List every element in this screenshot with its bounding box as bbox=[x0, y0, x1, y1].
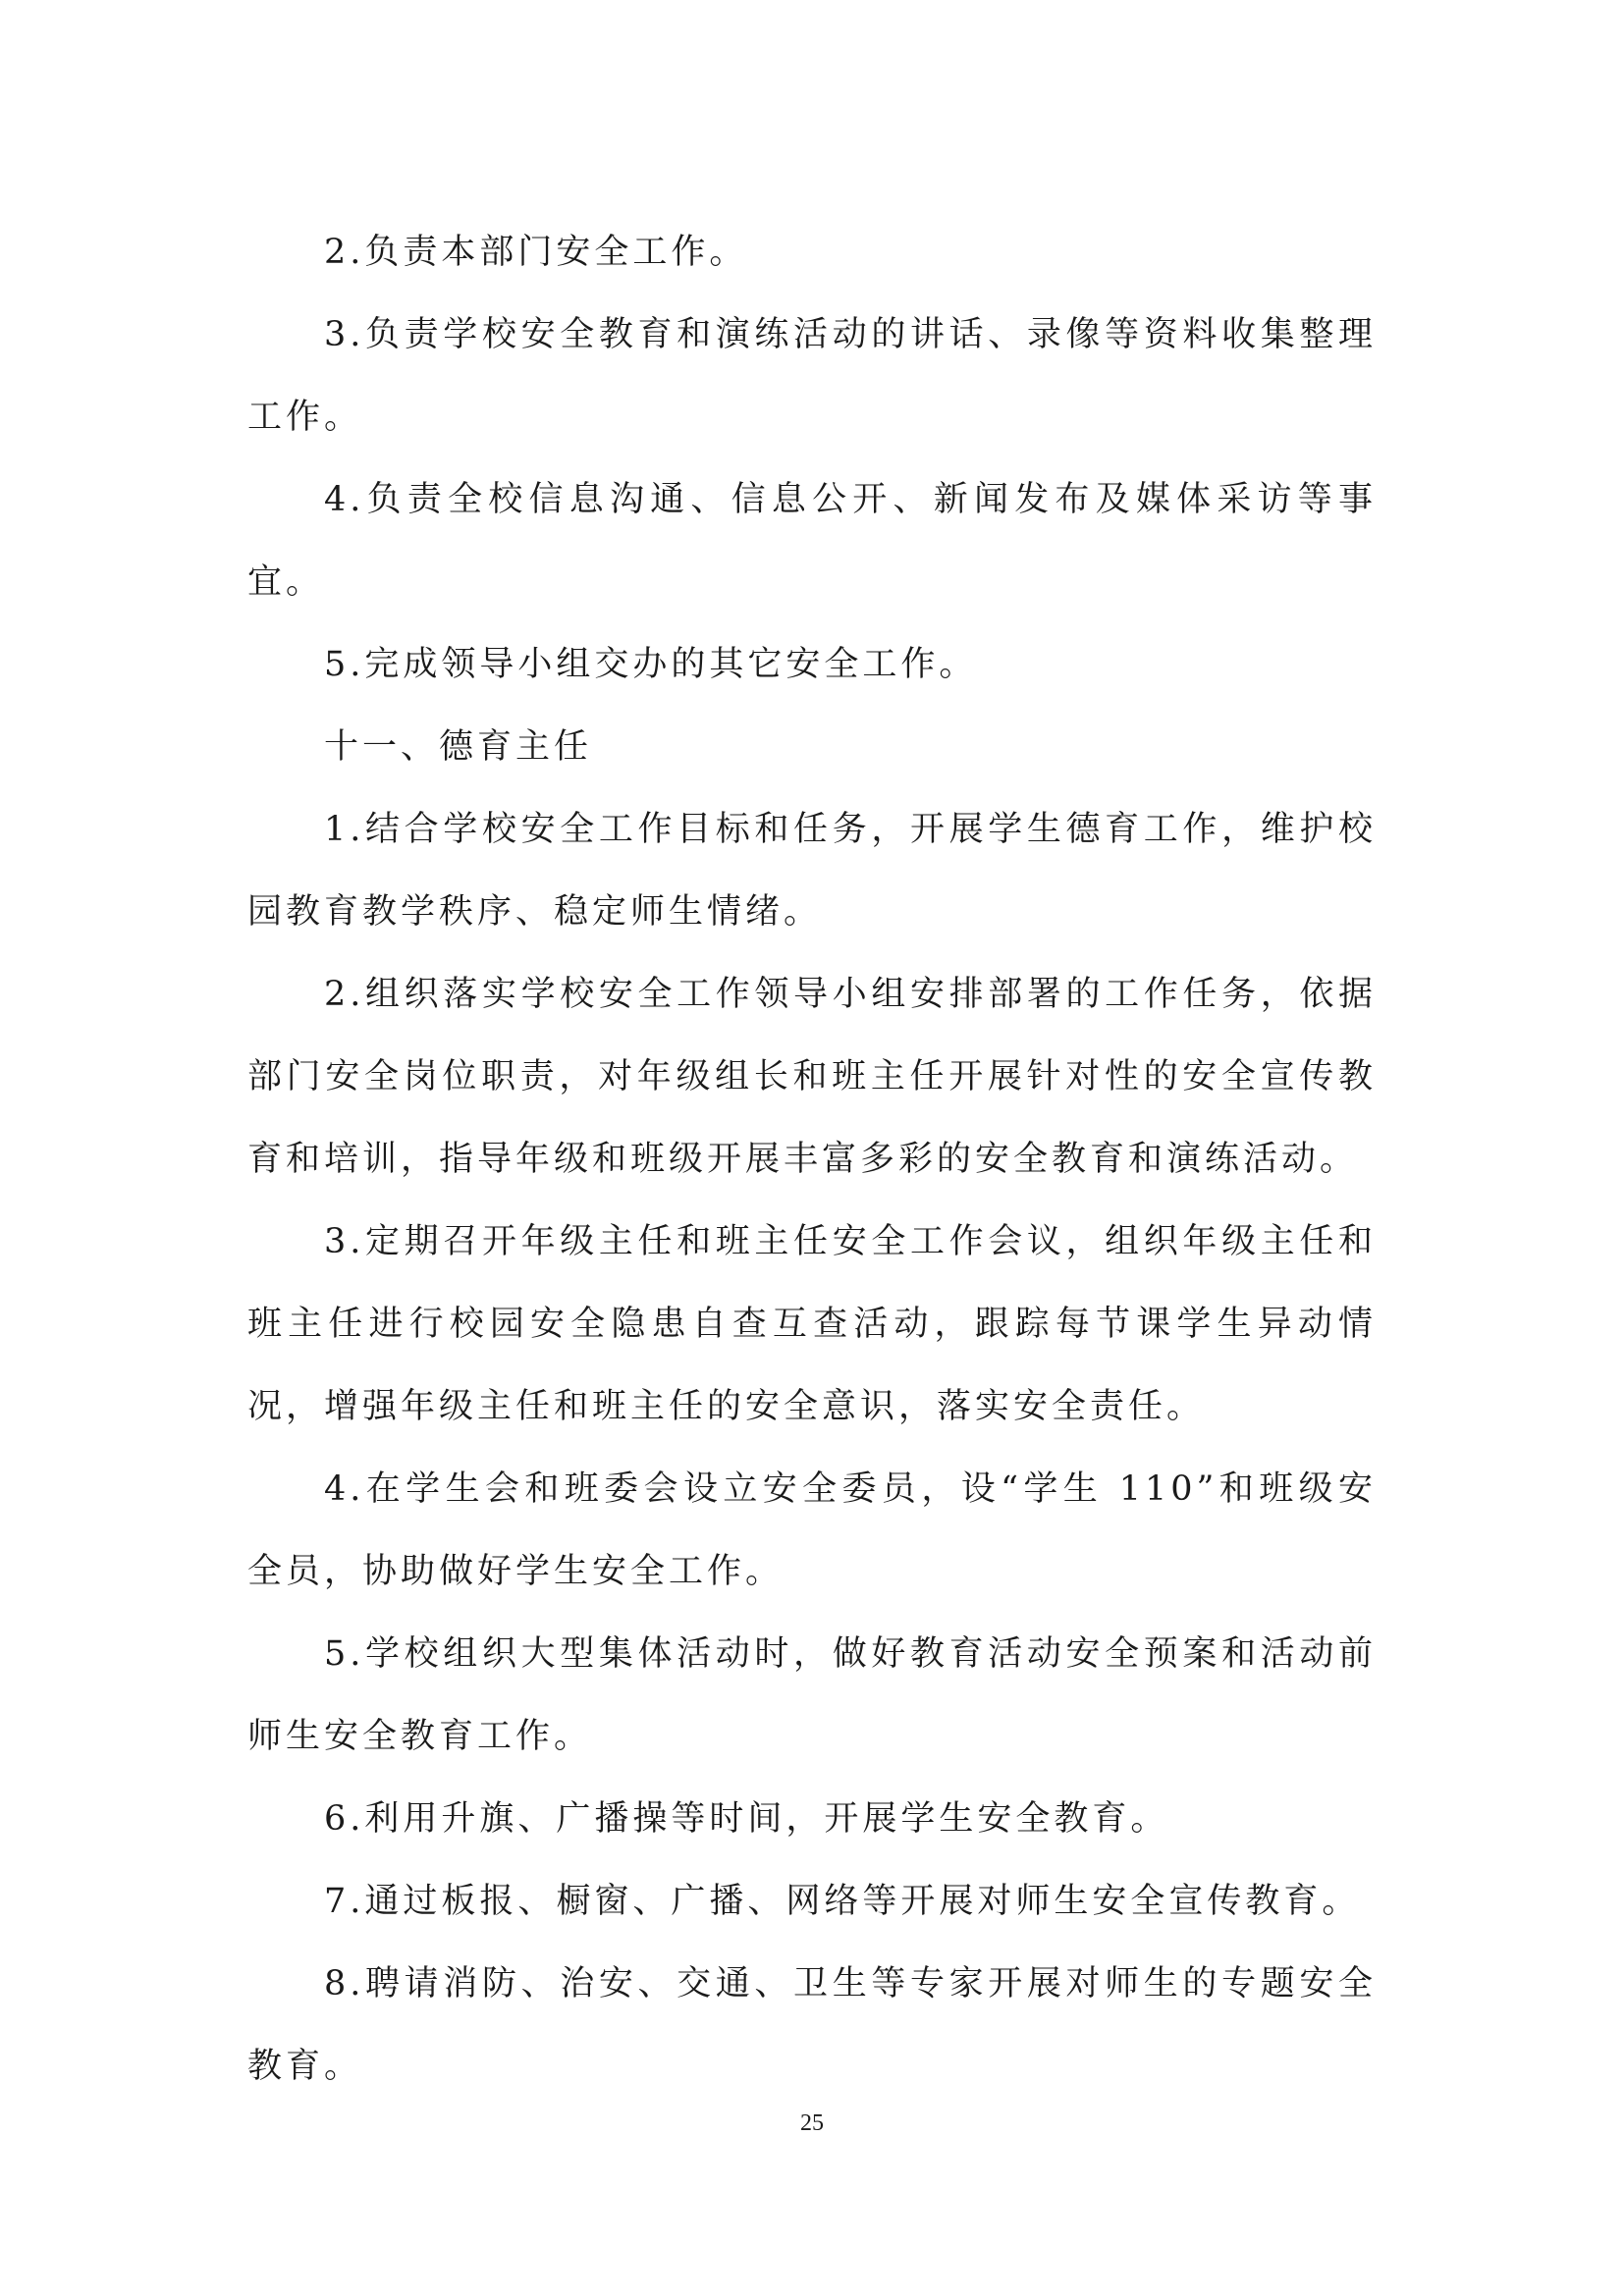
paragraph-moral-5: 5.学校组织大型集体活动时，做好教育活动安全预案和活动前师生安全教育工作。 bbox=[247, 1634, 1377, 1756]
section-heading-moral-education-director: 十一、德育主任 bbox=[324, 727, 593, 767]
paragraph-4-responsibility: 4.负责全校信息沟通、信息公开、新闻发布及媒体采访等事宜。 bbox=[247, 480, 1377, 602]
document-body bbox=[247, 211, 1377, 2108]
paragraph-5-responsibility: 5.完成领导小组交办的其它安全工作。 bbox=[324, 645, 978, 684]
page-number: 25 bbox=[800, 2110, 824, 2136]
paragraph-moral-1: 1.结合学校安全工作目标和任务，开展学生德育工作，维护校园教育教学秩序、稳定师生情绪。 bbox=[247, 810, 1377, 932]
paragraph-moral-3: 3.定期召开年级主任和班主任安全工作会议，组织年级主任和班主任进行校园安全隐患自查互查活动，跟踪每节课学生异动情况，增强年级主任和班主任的安全意识，落实安全责任。 bbox=[247, 1222, 1377, 1426]
paragraph-moral-8: 8.聘请消防、治安、交通、卫生等专家开展对师生的专题安全教育。 bbox=[247, 1964, 1377, 2086]
paragraph-3-responsibility: 3.负责学校安全教育和演练活动的讲话、录像等资料收集整理工作。 bbox=[247, 315, 1377, 437]
paragraph-2-responsibility: 2.负责本部门安全工作。 bbox=[324, 233, 748, 272]
paragraph-moral-2: 2.组织落实学校安全工作领导小组安排部署的工作任务，依据部门安全岗位职责，对年级组长和班主任开展针对性的安全宣传教育和培训，指导年级和班级开展丰富多彩的安全教育和演练活动。 bbox=[247, 975, 1377, 1179]
paragraph-moral-6: 6.利用升旗、广播操等时间，开展学生安全教育。 bbox=[324, 1799, 1169, 1839]
paragraph-moral-7: 7.通过板报、橱窗、广播、网络等开展对师生安全宣传教育。 bbox=[324, 1882, 1361, 1921]
paragraph-moral-4: 4.在学生会和班委会设立安全委员，设“学生 110”和班级安全员，协助做好学生安全工作。 bbox=[247, 1469, 1377, 1591]
